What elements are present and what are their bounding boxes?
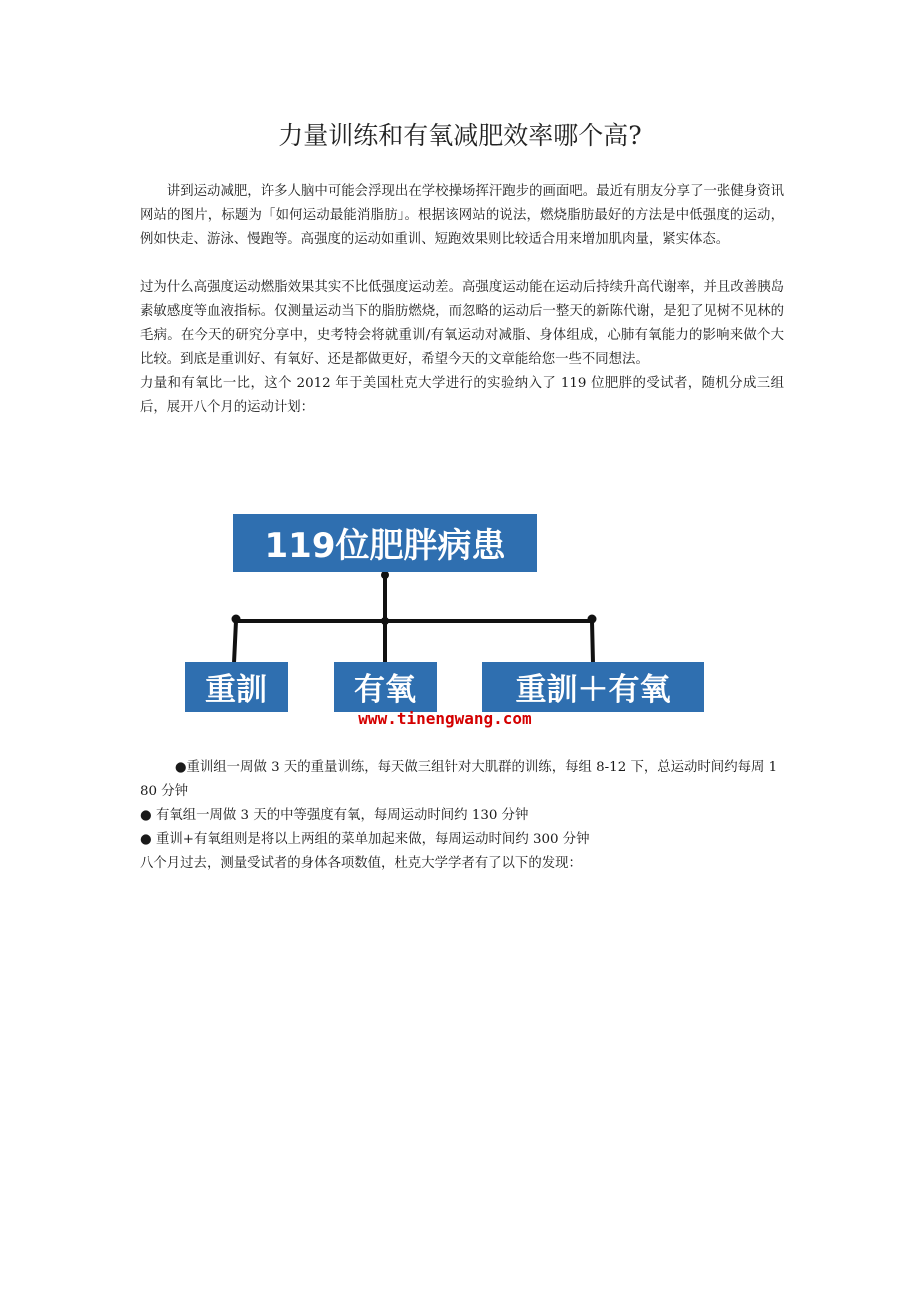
list-item: ● 重训+有氧组则是将以上两组的菜单加起来做，每周运动时间约 300 分钟 (140, 832, 590, 847)
paragraph-closing: 八个月过去，测量受试者的身体各项数值，杜克大学学者有了以下的发现： (140, 856, 582, 871)
branch-box-aerobic-label: 有氧 (354, 672, 416, 708)
branch-box-combined (482, 662, 704, 712)
watermark-text: www.tinengwang.com (358, 709, 532, 728)
joint-dot-3 (588, 615, 597, 624)
paragraph-intro: 讲到运动减肥，许多人脑中可能会浮现出在学校操场挥汗跑步的画面吧。最近有朋友分享了一张健身资讯网站的图片，标题为「如何运动最能消脂肪」。根据该网站的说法，燃烧脂肪最好的方法是中低强度的运动，例如快走、游泳、慢跑等。高强度的运动如重训、短跑效果则比较适合用来增加肌肉量，紧实体态。 (140, 184, 784, 247)
group-diagram-svg (170, 505, 730, 735)
root-box-label: 119位肥胖病患 (264, 526, 506, 566)
paragraph-explanation: 过为什么高强度运动燃脂效果其实不比低强度运动差。高强度运动能在运动后持续升高代谢率，并且改善胰岛素敏感度等血液指标。仅测量运动当下的脂肪燃烧，而忽略的运动后一整天的新陈代谢，是犯了见树不见林的毛病。在今天的研究分享中，史考特会将就重训/有氧运动对减脂、身体组成，心肺有氧能力的影响来做个大比较。到底是重训好、有氧好、还是都做更好，希望今天的文章能给您一些不同想法。 (140, 280, 784, 367)
branch-box-combined-label: 重訓＋有氧 (515, 672, 671, 708)
document-title: 力量训练和有氧减肥效率哪个高? (278, 121, 642, 150)
root-joint-dot (381, 571, 389, 579)
diagram-connectors (232, 571, 597, 663)
group-description-list (140, 756, 784, 852)
joint-dot-2 (381, 617, 389, 625)
list-item: ●重训组一周做 3 天的重量训练，每天做三组针对大肌群的训练，每组 8-12 下，总运动时间约每周 180 分钟 (140, 760, 778, 799)
group-diagram (170, 505, 730, 735)
branch-line-1 (234, 621, 236, 663)
branch-box-aerobic (334, 662, 437, 712)
branch-box-strength (185, 662, 288, 712)
branch-box-strength-label: 重訓 (205, 672, 267, 708)
branch-line-3 (592, 621, 593, 663)
root-box (233, 514, 537, 572)
paragraph-experiment: 力量和有氧比一比，这个 2012 年于美国杜克大学进行的实验纳入了 119 位肥胖的受试者，随机分成三组后，展开八个月的运动计划： (140, 376, 784, 415)
joint-dot-1 (232, 615, 241, 624)
list-item: ● 有氧组一周做 3 天的中等强度有氧，每周运动时间约 130 分钟 (140, 808, 529, 823)
